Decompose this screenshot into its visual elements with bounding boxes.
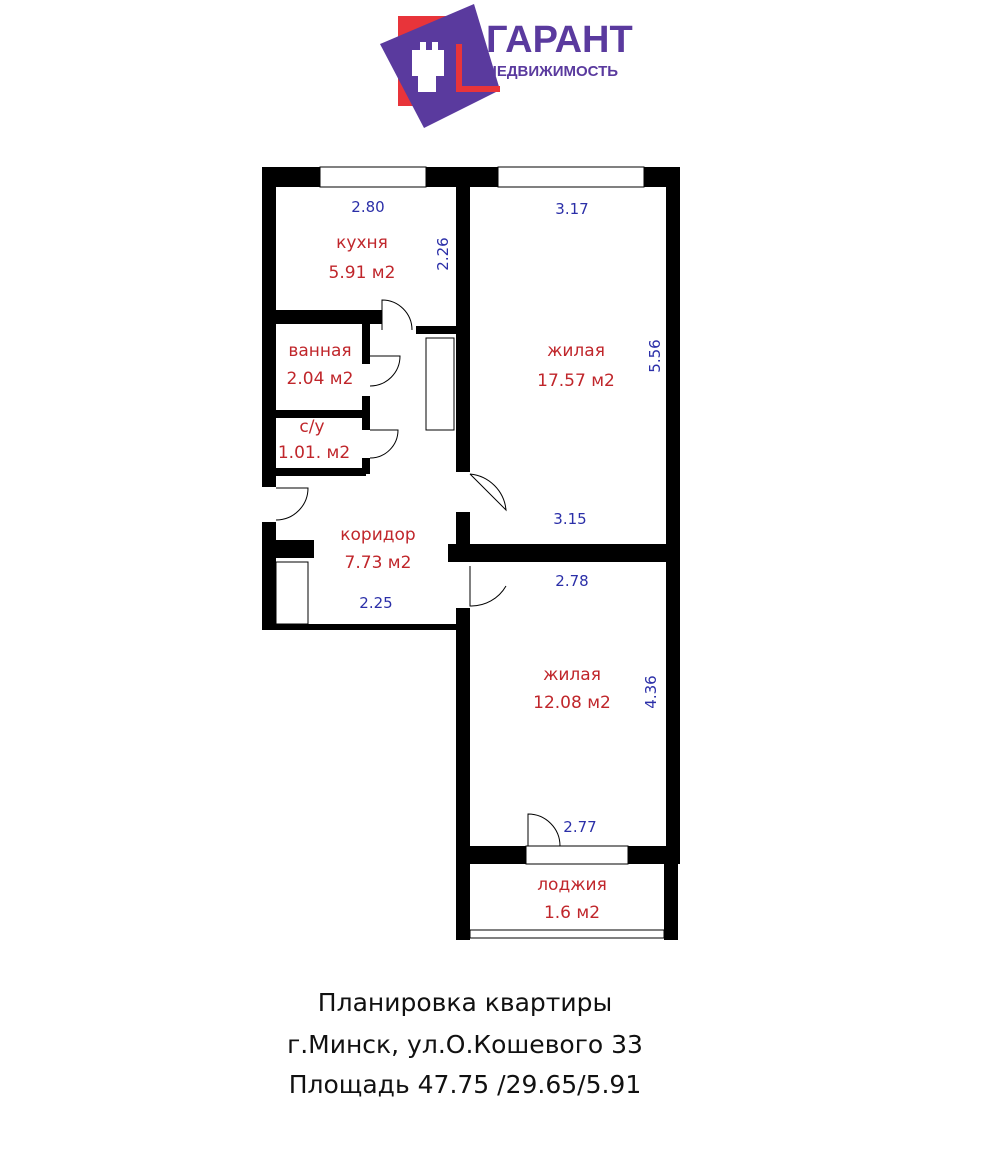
caption-area: Площадь 47.75 /29.65/5.91 [288,1070,642,1099]
living2-name: жилая [543,665,601,685]
kitchen-name: кухня [336,233,388,253]
toilet-name: с/у [299,417,325,437]
entrance-door [276,488,308,520]
dim-corridor-width: 2.25 [359,594,393,612]
living1-door [470,474,506,510]
kitchen-door [382,300,412,330]
dim-living1-bottom: 3.15 [553,510,587,528]
toilet-area: 1.01. м2 [277,443,351,463]
dim-living1-side: 5.56 [646,339,664,373]
corridor-name: коридор [340,525,416,545]
kitchen-area: 5.91 м2 [328,263,396,283]
loggia-area: 1.6 м2 [543,903,601,923]
bathroom-door [370,356,400,386]
living2-door [470,566,506,606]
living1-area: 17.57 м2 [537,371,615,391]
wardrobe [426,338,454,430]
logo-brand: ГАРАНТ [486,19,633,61]
living1-window [498,167,644,187]
caption-address: г.Минск, ул.О.Кошевого 33 [287,1030,643,1059]
dim-living2-bottom: 2.77 [563,818,597,836]
loggia-door [526,846,628,864]
loggia-window [470,930,664,938]
dim-kitchen-width: 2.80 [351,198,385,216]
closet [276,562,308,624]
logo-subtitle: НЕДВИЖИМОСТЬ [486,63,619,80]
logo [380,4,633,128]
corridor-area: 7.73 м2 [344,553,412,573]
bathroom-name: ванная [288,341,352,361]
toilet-door [370,430,398,458]
loggia-swing [528,814,560,846]
dim-living2-side: 4.36 [642,675,660,709]
bathroom-area: 2.04 м2 [286,369,354,389]
loggia-name: лоджия [537,875,607,895]
walls [262,167,680,940]
dim-kitchen-depth: 2.26 [434,237,452,271]
key-icon [456,44,462,92]
living1-name: жилая [547,341,605,361]
dim-living1-top: 3.17 [555,200,589,218]
living2-area: 12.08 м2 [533,693,611,713]
caption-title: Планировка квартиры [317,988,613,1017]
kitchen-window [320,167,426,187]
dim-living2-top: 2.78 [555,572,589,590]
